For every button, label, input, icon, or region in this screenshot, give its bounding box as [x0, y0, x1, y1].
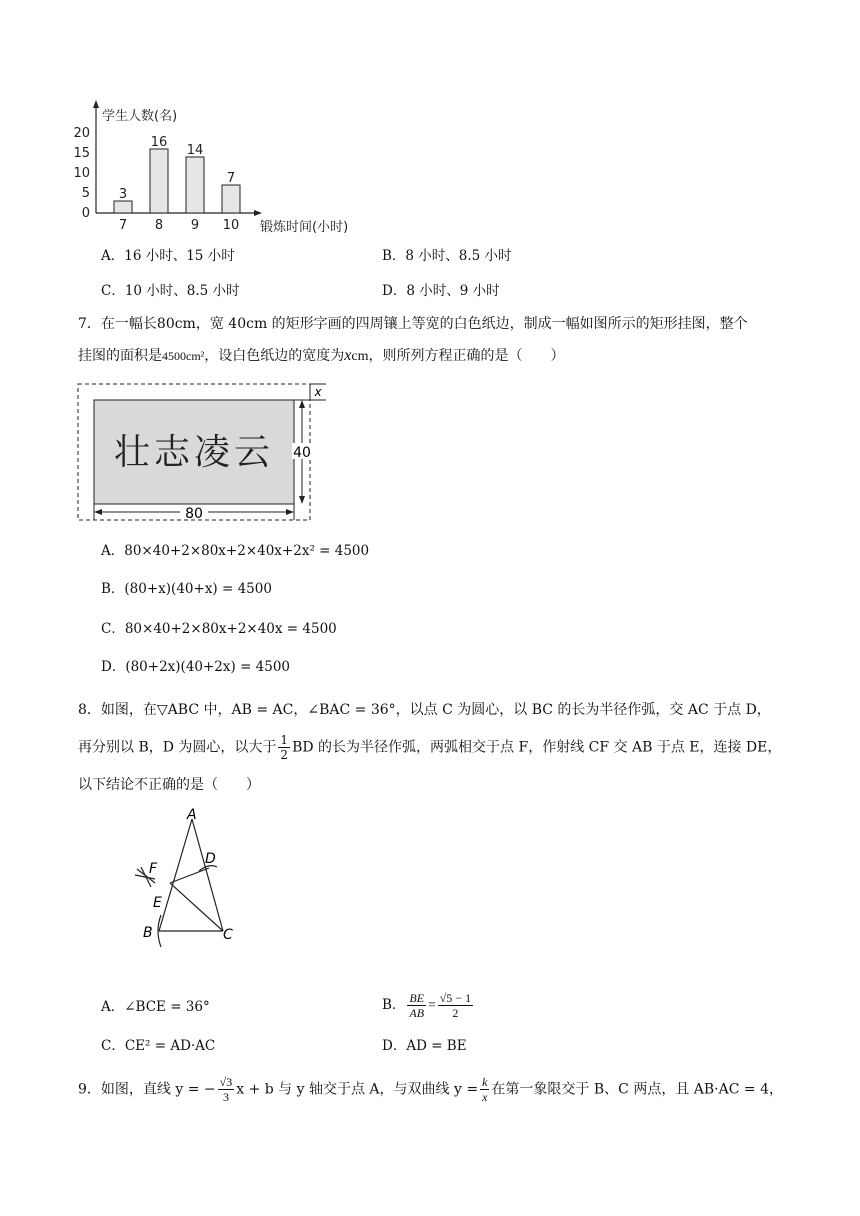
- q8-stem-line2: 再分别以 B，D 为圆心，以大于 $\frac{1}{2}$ BD 的长为半径作弧，两弧相交于点 F，作射线 CF 交 AB 于点 E，连接 DE，: [78, 733, 782, 762]
- x-axis-arrow: [254, 210, 262, 216]
- q7-figure: [72, 380, 332, 525]
- q7-width-label: 80: [185, 506, 203, 522]
- q6-option-c[interactable]: C．10 小时、8.5 小时: [101, 283, 240, 299]
- q7-option-c[interactable]: C．80×40+2×80x+2×40x = 4500: [101, 621, 337, 637]
- q8-option-b[interactable]: B． $\frac{BE}{AB}$ = $\frac{√5 - 1}{2}$: [382, 991, 472, 1020]
- q8-option-c[interactable]: C．CE² = AD·AC: [101, 1038, 216, 1054]
- q8-option-d[interactable]: D．AD = BE: [382, 1038, 467, 1054]
- q7-stem-line2: 挂图的面积是4500cm²，设白色纸边的宽度为xcm，则所列方程正确的是（ ）: [78, 347, 565, 364]
- bar-value-label: 14: [186, 143, 204, 158]
- q7-height-label: 40: [293, 445, 311, 461]
- y-tick-label: 5: [81, 186, 90, 201]
- y-axis-arrow: [93, 100, 99, 108]
- q8-label-c: C: [223, 927, 233, 943]
- x-tick-label: 10: [222, 218, 240, 233]
- q9-stem-line1: 9．如图，直线 y = − $\frac{√3}{3}$ x + b 与 y 轴交于点 A，与双曲线 y = $\frac{k}{x}$ 在第一象限交于 B、C 两点，且 AB·AC = 4，: [78, 1075, 783, 1104]
- q8-stem-line3: 以下结论不正确的是（ ）: [78, 777, 260, 793]
- x-tick-label: 7: [118, 218, 128, 233]
- q7-margin-label: x: [314, 385, 322, 399]
- bar: [150, 149, 168, 213]
- bar: [114, 201, 132, 213]
- x-tick-label: 9: [190, 218, 200, 233]
- q8-stem-line1: 8．如图，在▽ABC 中，AB = AC，∠BAC = 36°，以点 C 为圆心，以 BC 的长为半径作弧，交 AC 于点 D，: [78, 702, 771, 718]
- q6-bar-chart: [60, 100, 380, 240]
- bar: [186, 157, 204, 213]
- q8-label-b: B: [143, 925, 153, 941]
- bar: [222, 185, 240, 213]
- q7-option-d[interactable]: D．(80+2x)(40+2x) = 4500: [101, 659, 291, 675]
- q8-figure: [125, 805, 255, 950]
- bar-value-label: 16: [150, 135, 168, 150]
- q7-figure-caption: 壮志凌云: [113, 432, 275, 473]
- q8-label-f: F: [149, 861, 158, 877]
- x-tick-label: 8: [154, 218, 164, 233]
- q8-label-e: E: [153, 895, 162, 911]
- q6-option-b[interactable]: B．8 小时、8.5 小时: [382, 248, 512, 264]
- q8-label-d: D: [205, 851, 216, 867]
- y-axis-label: 学生人数(名): [102, 109, 178, 124]
- q7-option-b[interactable]: B．(80+x)(40+x) = 4500: [101, 581, 272, 597]
- q7-stem-line1: 7．在一幅长80cm，宽 40cm 的矩形字画的四周镶上等宽的白色纸边，制成一幅如图所示的矩形挂图，整个: [78, 316, 748, 332]
- x-axis-label: 锻炼时间(小时): [260, 220, 349, 235]
- q6-option-a[interactable]: A．16 小时、15 小时: [101, 248, 235, 264]
- bar-value-label: 7: [226, 171, 236, 186]
- q8-option-a[interactable]: A．∠BCE = 36°: [101, 999, 210, 1015]
- y-tick-label: 10: [73, 166, 90, 181]
- y-tick-label: 15: [73, 146, 90, 161]
- q8-label-a: A: [187, 807, 197, 823]
- y-tick-label: 20: [73, 126, 90, 141]
- q7-option-a[interactable]: A．80×40+2×80x+2×40x+2x² = 4500: [101, 543, 370, 559]
- q6-option-d[interactable]: D．8 小时、9 小时: [382, 283, 500, 299]
- bar-value-label: 3: [118, 187, 128, 202]
- y-tick-label: 0: [81, 206, 90, 221]
